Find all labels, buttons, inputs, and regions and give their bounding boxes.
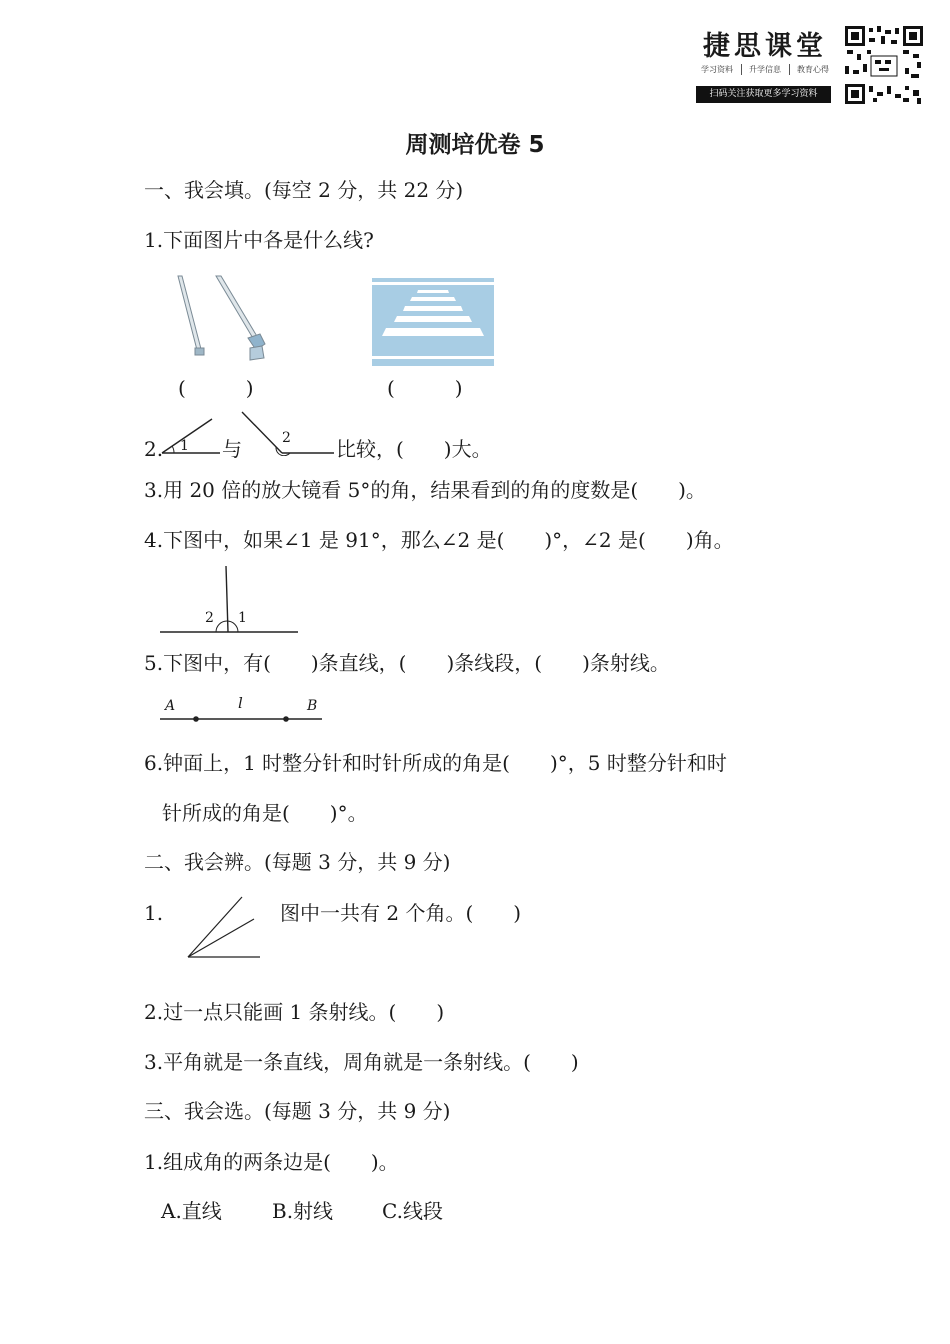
- question: 针所成的角是( )°。: [162, 801, 368, 825]
- question: 3.用 20 倍的放大镜看 5°的角，结果看到的角的度数是( )。: [144, 478, 706, 502]
- angle-label: 1: [238, 610, 247, 626]
- point-label-a: A: [165, 698, 176, 714]
- brand-bar: 扫码关注获取更多学习资料: [696, 86, 831, 103]
- brand-tag: 升学信息: [749, 65, 781, 74]
- question-text: 与: [222, 437, 242, 461]
- point-label-b: B: [307, 698, 318, 714]
- chopsticks-image: [170, 274, 270, 368]
- brand-tag: 学习资料: [701, 65, 733, 74]
- question: 1.组成角的两条边是( )。: [144, 1150, 399, 1174]
- qr-code-icon: [845, 26, 923, 104]
- section-heading: 三、我会选。(每题 3 分，共 9 分): [144, 1099, 451, 1123]
- angle-pair-figure: [158, 564, 302, 638]
- option-c: C.线段: [382, 1199, 443, 1223]
- question-text: 比较，( )大。: [336, 437, 492, 461]
- question: 3.平角就是一条直线，周角就是一条射线。( ): [144, 1050, 579, 1074]
- angle-label: 2: [282, 430, 291, 446]
- brand-tags: [698, 64, 832, 75]
- crosswalk-image: [372, 278, 494, 366]
- section-heading: 一、我会填。(每空 2 分，共 22 分): [144, 178, 464, 202]
- brand-name: 捷思课堂: [703, 31, 827, 62]
- question: 5.下图中，有( )条直线，( )条线段，( )条射线。: [144, 651, 670, 675]
- question: 2.过一点只能画 1 条射线。( ): [144, 1000, 445, 1024]
- answer-paren: ( ): [387, 376, 463, 400]
- option-a: A.直线: [161, 1199, 222, 1223]
- question: 1.下面图片中各是什么线?: [144, 228, 374, 252]
- question: 4.下图中，如果∠1 是 91°，那么∠2 是( )°，∠2 是( )角。: [144, 528, 734, 552]
- section-heading: 二、我会辨。(每题 3 分，共 9 分): [144, 850, 451, 874]
- angle-label: 1: [180, 438, 189, 454]
- two-ray-figure: [182, 893, 264, 961]
- brand-tag: 教育心得: [797, 65, 829, 74]
- option-b: B.射线: [272, 1199, 334, 1223]
- question-number: 1.: [144, 901, 164, 925]
- question-number: 2.: [144, 437, 164, 461]
- line-label-l: l: [238, 694, 243, 712]
- page-title: 周测培优卷 5: [405, 132, 545, 158]
- line-figure: [158, 712, 326, 726]
- angle-label: 2: [205, 610, 214, 626]
- question-text: 图中一共有 2 个角。( ): [280, 901, 522, 925]
- answer-paren: ( ): [178, 376, 254, 400]
- angle-1-figure: [160, 415, 222, 457]
- question: 6.钟面上，1 时整分针和时针所成的角是( )°，5 时整分针和时: [144, 751, 727, 775]
